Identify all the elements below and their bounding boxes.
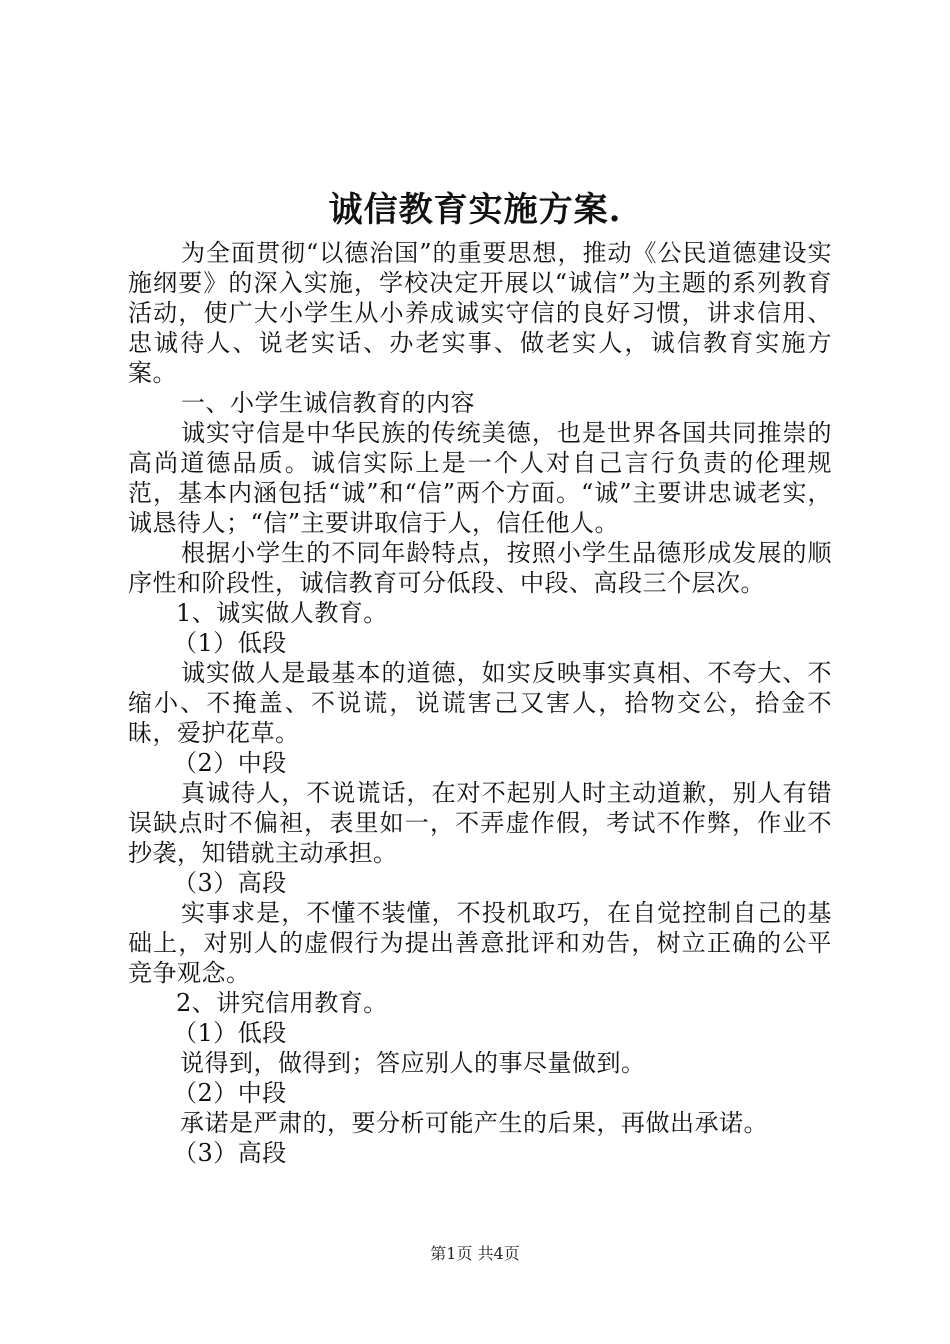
body-paragraph: 说得到，做得到；答应别人的事尽量做到。 [180, 1049, 646, 1077]
document-title: 诚信教育实施方案. [328, 190, 622, 230]
body-paragraph: 根据小学生的不同年龄特点，按照小学生品德形成发展的顺序性和阶段性，诚信教育可分低段、中段、高段三个层次。 [128, 539, 832, 597]
body-paragraph: 实事求是，不懂不装懂，不投机取巧，在自觉控制自己的基础上，对别人的虚假行为提出善意批评和劝告，树立正确的公平竞争观念。 [128, 899, 832, 987]
stage-heading: （3）高段 [173, 869, 287, 897]
stage-heading: （1）低段 [173, 629, 287, 657]
stage-heading: （3）高段 [173, 1139, 287, 1167]
body-paragraph: 真诚待人，不说谎话，在对不起别人时主动道歉，别人有错误缺点时不偏袒，表里如一，不弄虚作假，考试不作弊，作业不抄袭，知错就主动承担。 [128, 779, 832, 867]
intro-paragraph: 为全面贯彻“以德治国”的重要思想，推动《公民道德建设实施纲要》的深入实施，学校决定开展以“诚信”为主题的系列教育活动，使广大小学生从小养成诚实守信的良好习惯，讲求信用、忠诚待人、说老实话、办老实事、做老实人，诚信教育实施方案。 [128, 239, 832, 387]
page-number-footer: 第1页 共4页 [430, 1244, 520, 1263]
document-body [128, 238, 832, 1168]
stage-heading: （1）低段 [173, 1019, 287, 1047]
subsection-heading-1: 1、诚实做人教育。 [176, 599, 388, 627]
body-paragraph: 承诺是严肃的，要分析可能产生的后果，再做出承诺。 [180, 1109, 768, 1137]
body-paragraph: 诚实守信是中华民族的传统美德，也是世界各国共同推崇的高尚道德品质。诚信实际上是一个人对自己言行负责的伦理规范，基本内涵包括“诚”和“信”两个方面。“诚”主要讲忠诚老实，诚恳待人；“信”主要讲取信于人，信任他人。 [128, 419, 832, 537]
subsection-heading-2: 2、讲究信用教育。 [176, 989, 388, 1017]
stage-heading: （2）中段 [173, 1079, 287, 1107]
section-heading-1: 一、小学生诚信教育的内容 [181, 389, 475, 417]
stage-heading: （2）中段 [173, 749, 287, 777]
body-paragraph: 诚实做人是最基本的道德，如实反映事实真相、不夸大、不缩小、不掩盖、不说谎，说谎害己又害人，拾物交公，拾金不昧，爱护花草。 [128, 659, 832, 747]
